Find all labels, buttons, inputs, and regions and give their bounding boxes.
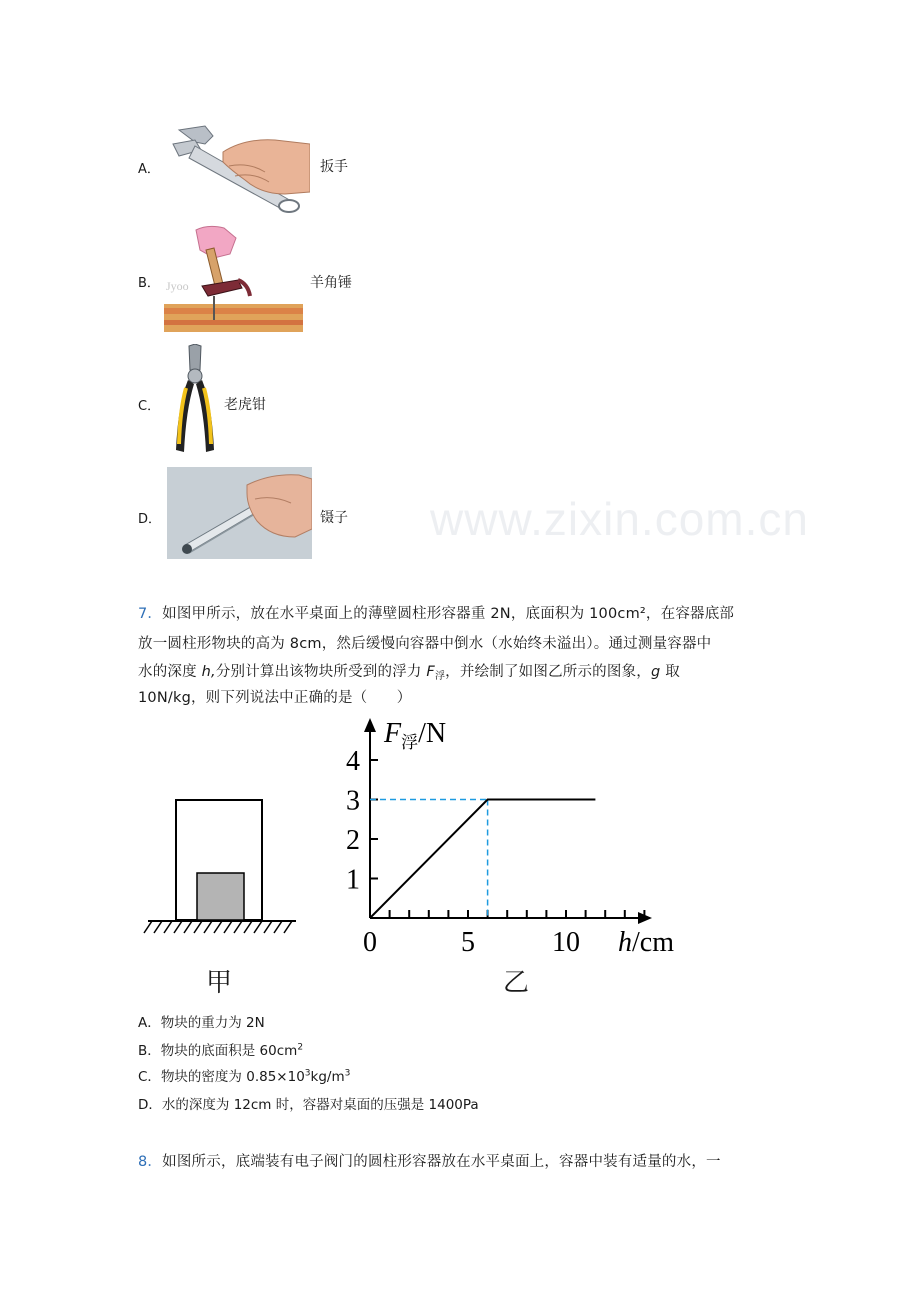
figure-yi-chart	[330, 710, 690, 960]
q7-option-a-letter: A．	[138, 1015, 161, 1031]
q7-option-c-letter: C．	[138, 1069, 161, 1085]
q7-option-a-text: 物块的重力为 2N	[160, 1015, 265, 1031]
q7-option-c-sup2: 3	[344, 1068, 351, 1079]
q7-var-F-sub: 浮	[434, 671, 446, 682]
hatch-line	[184, 921, 192, 933]
q7-var-h: h,	[201, 664, 216, 680]
hatch-line	[274, 921, 282, 933]
q7-option-b	[138, 1039, 303, 1059]
q7-line3-b: 分别计算出该物块所受到的浮力	[215, 664, 427, 680]
hatch-line	[284, 921, 292, 933]
tweezers-icon	[167, 467, 312, 559]
q7-number: 7．	[138, 606, 163, 622]
q7-line3-a: 水的深度	[138, 664, 202, 680]
option-b-letter: B．	[138, 276, 160, 291]
y-tick-label: 4	[346, 746, 360, 777]
hatch-line	[234, 921, 242, 933]
table-hatching	[144, 921, 292, 933]
q7-option-c-text: 物块的密度为 0.85×10	[160, 1069, 305, 1085]
block	[197, 873, 244, 920]
option-a-name: 扳手	[320, 159, 348, 175]
q7-line4: 10N/kg，则下列说法中正确的是（ ）	[138, 690, 412, 706]
x-tick-label: 10	[552, 927, 580, 958]
q7-option-b-text: 物块的底面积是 60cm	[160, 1043, 298, 1059]
y-axis-label: $F_浮/N$	[384, 718, 447, 753]
hatch-line	[214, 921, 222, 933]
q7-line3	[138, 660, 680, 681]
hatch-line	[144, 921, 152, 933]
option-c-name: 老虎钳	[224, 397, 266, 413]
q8-line1	[138, 1150, 721, 1171]
q7-line2: 放一圆柱形物块的高为 8cm，然后缓慢向容器中倒水（水始终未溢出）。通过测量容器中	[138, 636, 712, 652]
figure-yi-label: 乙	[503, 968, 530, 998]
option-b-name: 羊角锤	[310, 275, 352, 291]
pliers-icon	[170, 344, 220, 456]
q7-option-c	[138, 1065, 350, 1085]
q7-line3-c: ，并绘制了如图乙所示的图象，	[445, 664, 651, 680]
y-tick-label: 1	[346, 864, 360, 896]
claw-hammer-icon	[164, 224, 303, 332]
figure-jia-label: 甲	[206, 968, 233, 998]
option-c-letter: C．	[138, 399, 161, 414]
q7-option-b-sup: 2	[297, 1042, 304, 1053]
hatch-line	[264, 921, 272, 933]
hatch-line	[244, 921, 252, 933]
hatch-line	[164, 921, 172, 933]
q7-option-b-letter: B．	[138, 1043, 161, 1059]
wrench-icon	[165, 122, 310, 214]
watermark: www.zixin.com.cn	[430, 493, 809, 545]
hatch-line	[174, 921, 182, 933]
q7-option-d	[138, 1093, 479, 1113]
hatch-line	[204, 921, 212, 933]
q8-number: 8．	[138, 1154, 163, 1170]
hatch-line	[224, 921, 232, 933]
q7-var-F: F	[426, 664, 435, 680]
y-tick-label: 3	[346, 785, 360, 817]
option-a-letter: A．	[138, 162, 160, 177]
figure-jia	[140, 790, 310, 935]
y-axis-arrow	[364, 718, 376, 732]
hatch-line	[154, 921, 162, 933]
q8-text-line1: 如图所示，底端装有电子阀门的圆柱形容器放在水平桌面上，容器中装有适量的水，一	[162, 1154, 721, 1170]
q7-option-a	[138, 1011, 265, 1031]
svg-text:Jyoo: Jyoo	[166, 279, 189, 293]
hatch-line	[254, 921, 262, 933]
series-line	[370, 800, 595, 919]
option-d-name: 镊子	[320, 510, 348, 526]
hatch-line	[194, 921, 202, 933]
q7-line3-d: 取	[660, 664, 680, 680]
q7-option-c-sup: 3	[304, 1068, 311, 1079]
y-tick-label: 2	[346, 825, 360, 856]
x-axis-label: h/cm	[618, 927, 674, 958]
option-d-letter: D．	[138, 512, 162, 527]
q7-text-line1: 如图甲所示，放在水平桌面上的薄壁圆柱形容器重 2N，底面积为 100cm²，在容器底部	[162, 606, 735, 622]
q7-option-c-tail: kg/m	[310, 1069, 345, 1085]
x-tick-label: 0	[363, 927, 377, 958]
x-tick-label: 5	[461, 927, 475, 958]
q7-option-d-letter: D．	[138, 1097, 162, 1113]
q7-option-d-text: 水的深度为 12cm 时，容器对桌面的压强是 1400Pa	[161, 1097, 479, 1113]
q7-var-g: g	[650, 664, 661, 680]
q7-line1	[138, 602, 734, 623]
